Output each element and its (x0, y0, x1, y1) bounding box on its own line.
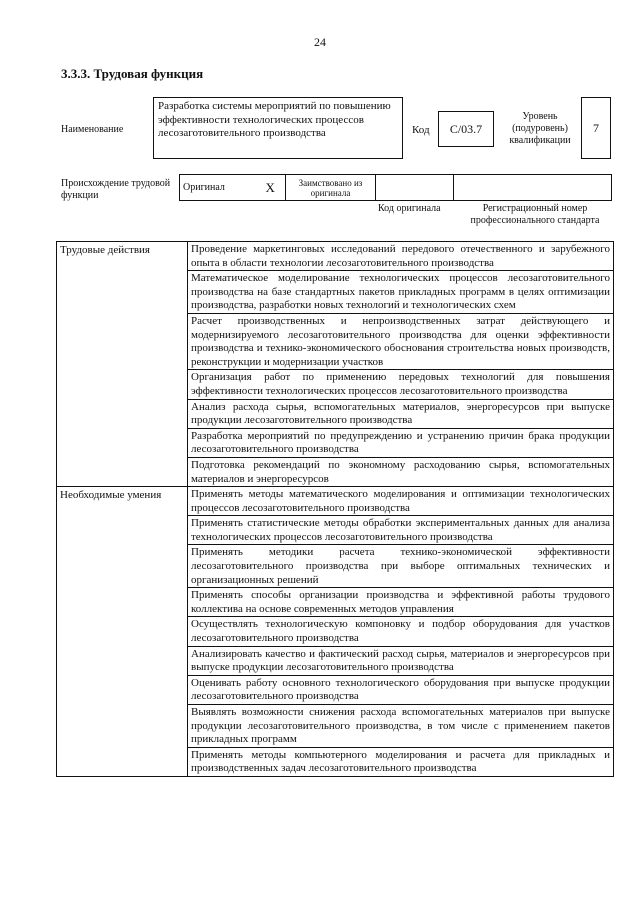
list-item: Применять статистические методы обработки экспериментальных данных для анализа технологических процессов лесозаготовительного производства (188, 515, 613, 544)
category-label: Необходимые умения (57, 487, 188, 777)
original-label: Оригинал (180, 175, 256, 201)
code-original-caption: Код оригинала (378, 203, 441, 214)
reg-number-caption: Регистрационный номер профессионального стандарта (470, 203, 600, 226)
section-title: 3.3.3. Трудовая функция (61, 66, 204, 81)
origin-table (179, 174, 612, 201)
code-original-cell (376, 175, 454, 201)
table-row-skills (57, 487, 614, 777)
table-row-actions (57, 242, 614, 487)
list-item: Применять методики расчета технико-экономической эффективности лесозаготовительного производства при выборе оптимальных технических и организационных решений (188, 544, 613, 587)
list-item: Применять методы компьютерного моделирования и расчета для прикладных и производственных задач лесозаготовительного производства (188, 747, 613, 776)
origin-label: Происхождение трудовой функции (61, 178, 171, 201)
list-item: Выявлять возможности снижения расхода вспомогательных материалов при выпуске продукции лесозаготовительного производства, в том числе с применением пакетов прикладных программ (188, 704, 613, 747)
category-label: Трудовые действия (57, 242, 188, 487)
list-item: Подготовка рекомендаций по экономному расходованию сырья, вспомогательных материалов и энергоресурсов (188, 457, 613, 486)
list-item: Организация работ по применению передовых технологий для повышения эффективности технологических процессов лесозаготовительного производства (188, 369, 613, 398)
level-value-box: 7 (581, 97, 611, 159)
code-label: Код (412, 124, 430, 136)
list-item: Проведение маркетинговых исследований передового отечественного и зарубежного опыта в области технологии лесозаготовительного производства (191, 243, 610, 269)
function-details-table (56, 241, 614, 777)
reg-number-cell (454, 175, 612, 201)
list-item: Расчет производственных и непроизводственных затрат действующего и модернизируемого лесозаготовительного производства для оценки эффективности производства и технико-экономического обоснования строительства новых производств, реконструкции и модернизации участков (188, 313, 613, 369)
list-item: Оценивать работу основного технологического оборудования при выпуске продукции лесозаготовительного производства (188, 675, 613, 704)
skills-cell (188, 487, 614, 777)
actions-cell (188, 242, 614, 487)
page-number: 24 (314, 35, 326, 49)
borrowed-label: Заимствовано из оригинала (286, 175, 376, 201)
list-item: Применять методы математического моделирования и оптимизации технологических процессов лесозаготовительного производства (191, 488, 610, 514)
original-mark: X (256, 175, 286, 201)
list-item: Анализ расхода сырья, вспомогательных материалов, энергоресурсов при выпуске продукции лесозаготовительного производства (188, 399, 613, 428)
list-item: Осуществлять технологическую компоновку и подбор оборудования для участков лесозаготовительного производства (188, 616, 613, 645)
list-item: Математическое моделирование технологических процессов лесозаготовительного производства на базе стандартных пакетов прикладных программ в целях оптимизации производства, разработки новых технологий и технологических схем (188, 270, 613, 313)
name-label: Наименование (61, 124, 124, 135)
list-item: Разработка мероприятий по предупреждению и устранению причин брака продукции лесозаготовительного производства (188, 428, 613, 457)
list-item: Анализировать качество и фактический расход сырья, материалов и энергоресурсов при выпуске продукции лесозаготовительного производства (188, 646, 613, 675)
code-value-box: С/03.7 (438, 111, 494, 147)
level-label: Уровень (подуровень) квалификации (509, 111, 571, 146)
list-item: Применять способы организации производства и эффективной работы трудового коллектива на основе современных методов управления (188, 587, 613, 616)
function-name-box: Разработка системы мероприятий по повышению эффективности технологических процессов лесозаготовительного производства (153, 97, 403, 159)
